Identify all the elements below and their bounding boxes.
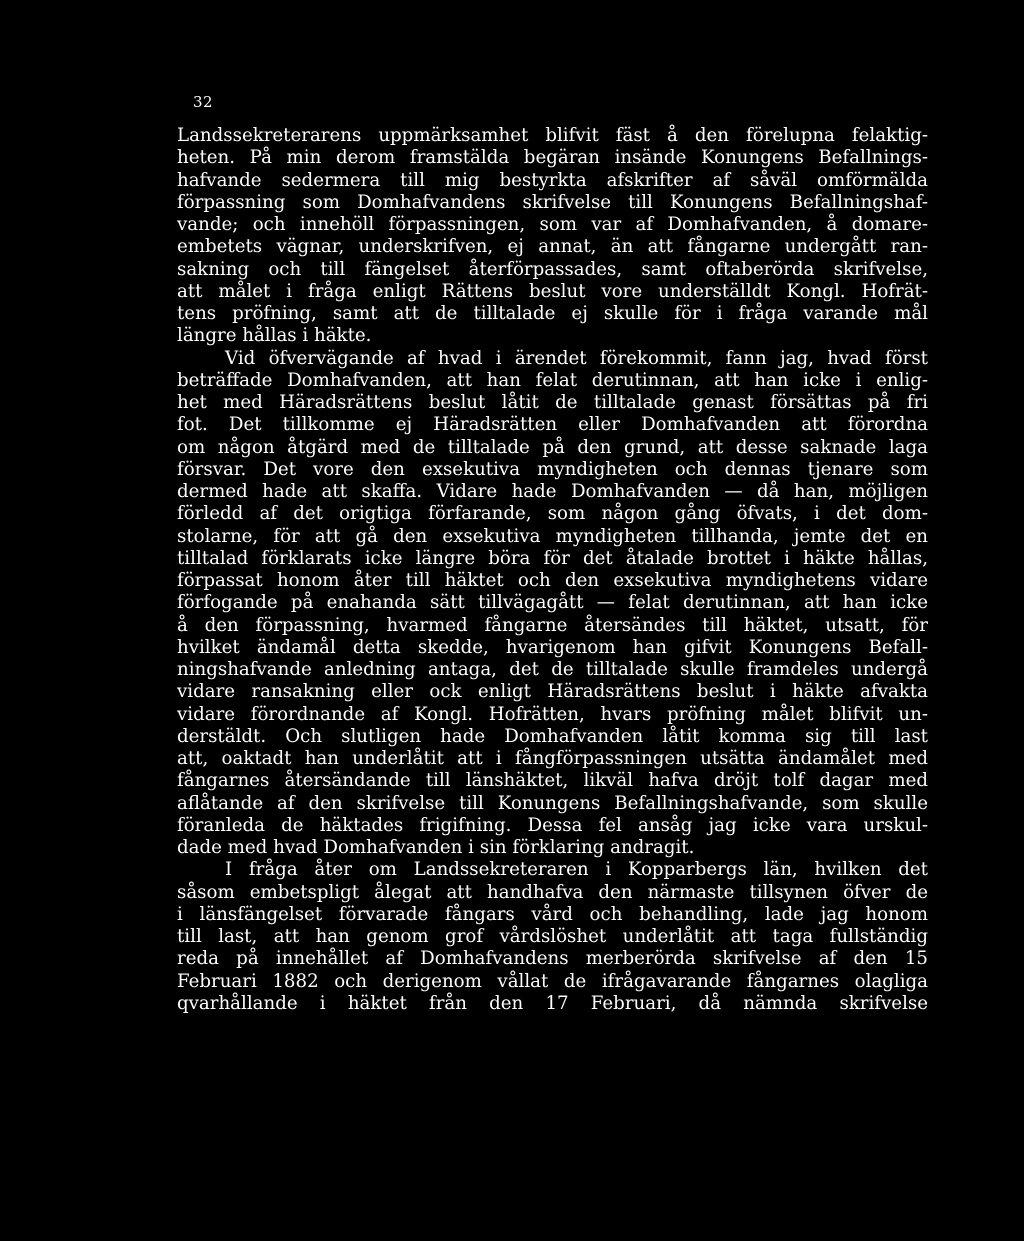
text-line: stolarne, för att gå den exsekutiva myndigheten tillhanda, jemte det en [177, 525, 928, 547]
text-line: längre hållas i häkte. [177, 325, 372, 347]
text-line: försvar. Det vore den exsekutiva myndigheten och dennas tjenare som [177, 458, 928, 480]
text-line: Landssekreterarens uppmärksamhet blifvit fäst å den förelupna felaktig- [177, 125, 928, 146]
text-line: tilltalad förklarats icke längre böra för det åtalade brottet i häkte hållas, [177, 547, 928, 569]
text-line: förledd af det origtiga förfarande, som någon gång öfvats, i det dom- [177, 503, 928, 525]
text-line: om någon åtgärd med de tilltalade på den grund, att desse saknade laga [177, 436, 928, 458]
text-line: Februari 1882 och derigenom vållat de ifrågavarande fångarnes olagliga [177, 970, 928, 992]
text-line: sakning och till fängelset återförpassades, samt oftaberörda skrifvelse, [177, 258, 928, 280]
text-line: ningshafvande anledning antaga, det de tilltalade skulle framdeles undergå [177, 659, 928, 680]
text-line: fot. Det tillkomme ej Häradsrätten eller Domhafvanden att förordna [177, 414, 928, 436]
text-line: aflåtande af den skrifvelse till Konungens Befallningshafvande, som skulle [177, 792, 928, 814]
text-line: qvarhållande i häktet från den 17 Februari, då nämnda skrifvelse [177, 992, 928, 1014]
text-line: reda på innehållet af Domhafvandens merberörda skrifvelse af den 15 [177, 948, 928, 970]
text-line: het med Häradsrättens beslut låtit de tilltalade genast försättas på fri [177, 392, 928, 413]
text-line: hvilket ändamål detta skedde, hvarigenom han gifvit Konungens Befall- [177, 636, 928, 658]
text-line: å den förpassning, hvarmed fångarne återsändes till häktet, utsatt, för [177, 614, 928, 636]
text-line: såsom embetspligt ålegat att handhafva den närmaste tillsynen öfver de [177, 881, 928, 903]
text-line: till last, att han genom grof vårdslöshet underlåtit att taga fullständig [177, 926, 928, 947]
text-line: Vid öfvervägande af hvad i ärendet förekommit, fann jag, hvad först [225, 347, 928, 369]
text-line: vidare förordnande af Kongl. Hofrätten, hvars pröfning målet blifvit un- [177, 703, 928, 725]
text-line: embetets vägnar, underskrifven, ej annat, än att fångarne undergått ran- [177, 236, 928, 258]
text-line: föranleda de häktades frigifning. Dessa fel ansåg jag icke vara urskul- [177, 814, 928, 836]
text-line: förfogande på enahanda sätt tillvägagått — felat derutinnan, att han icke [177, 592, 928, 614]
text-line: vidare ransakning eller ock enligt Häradsrättens beslut i häkte afvakta [177, 681, 928, 703]
text-line: I fråga åter om Landssekreteraren i Kopparbergs län, hvilken det [225, 859, 928, 881]
page-number: 32 [193, 93, 214, 111]
text-line: heten. På min derom framstälda begäran insände Konungens Befallnings- [177, 147, 928, 169]
text-line: derstäldt. Och slutligen hade Domhafvanden låtit komma sig till last [177, 725, 928, 747]
text-line: tens pröfning, samt att de tilltalade ej skulle för i fråga varande mål [177, 303, 928, 324]
text-line: dade med hvad Domhafvanden i sin förklaring andragit. [177, 837, 695, 858]
text-line: dermed hade att skaffa. Vidare hade Domhafvanden — då han, möjligen [177, 481, 928, 502]
text-line: förpassning som Domhafvandens skrifvelse till Konungens Befallningshaf- [177, 191, 928, 213]
body-text [177, 125, 928, 1015]
text-line: i länsfängelset förvarade fångars vård och behandling, lade jag honom [177, 903, 928, 925]
text-line: hafvande sedermera till mig bestyrkta afskrifter af såväl omförmälda [177, 169, 928, 191]
text-line: förpassat honom åter till häktet och den exsekutiva myndighetens vidare [177, 570, 928, 591]
text-line: fångarnes återsändande till länshäktet, likväl hafva dröjt tolf dagar med [177, 770, 928, 792]
text-line: att målet i fråga enligt Rättens beslut vore underställdt Kongl. Hofrät- [177, 280, 928, 302]
text-line: att, oaktadt han underlåtit att i fångförpassningen utsätta ändamålet med [177, 748, 928, 769]
text-line: beträffade Domhafvanden, att han felat derutinnan, att han icke i enlig- [177, 369, 928, 391]
text-line: vande; och innehöll förpassningen, som var af Domhafvanden, å domare- [177, 214, 928, 235]
